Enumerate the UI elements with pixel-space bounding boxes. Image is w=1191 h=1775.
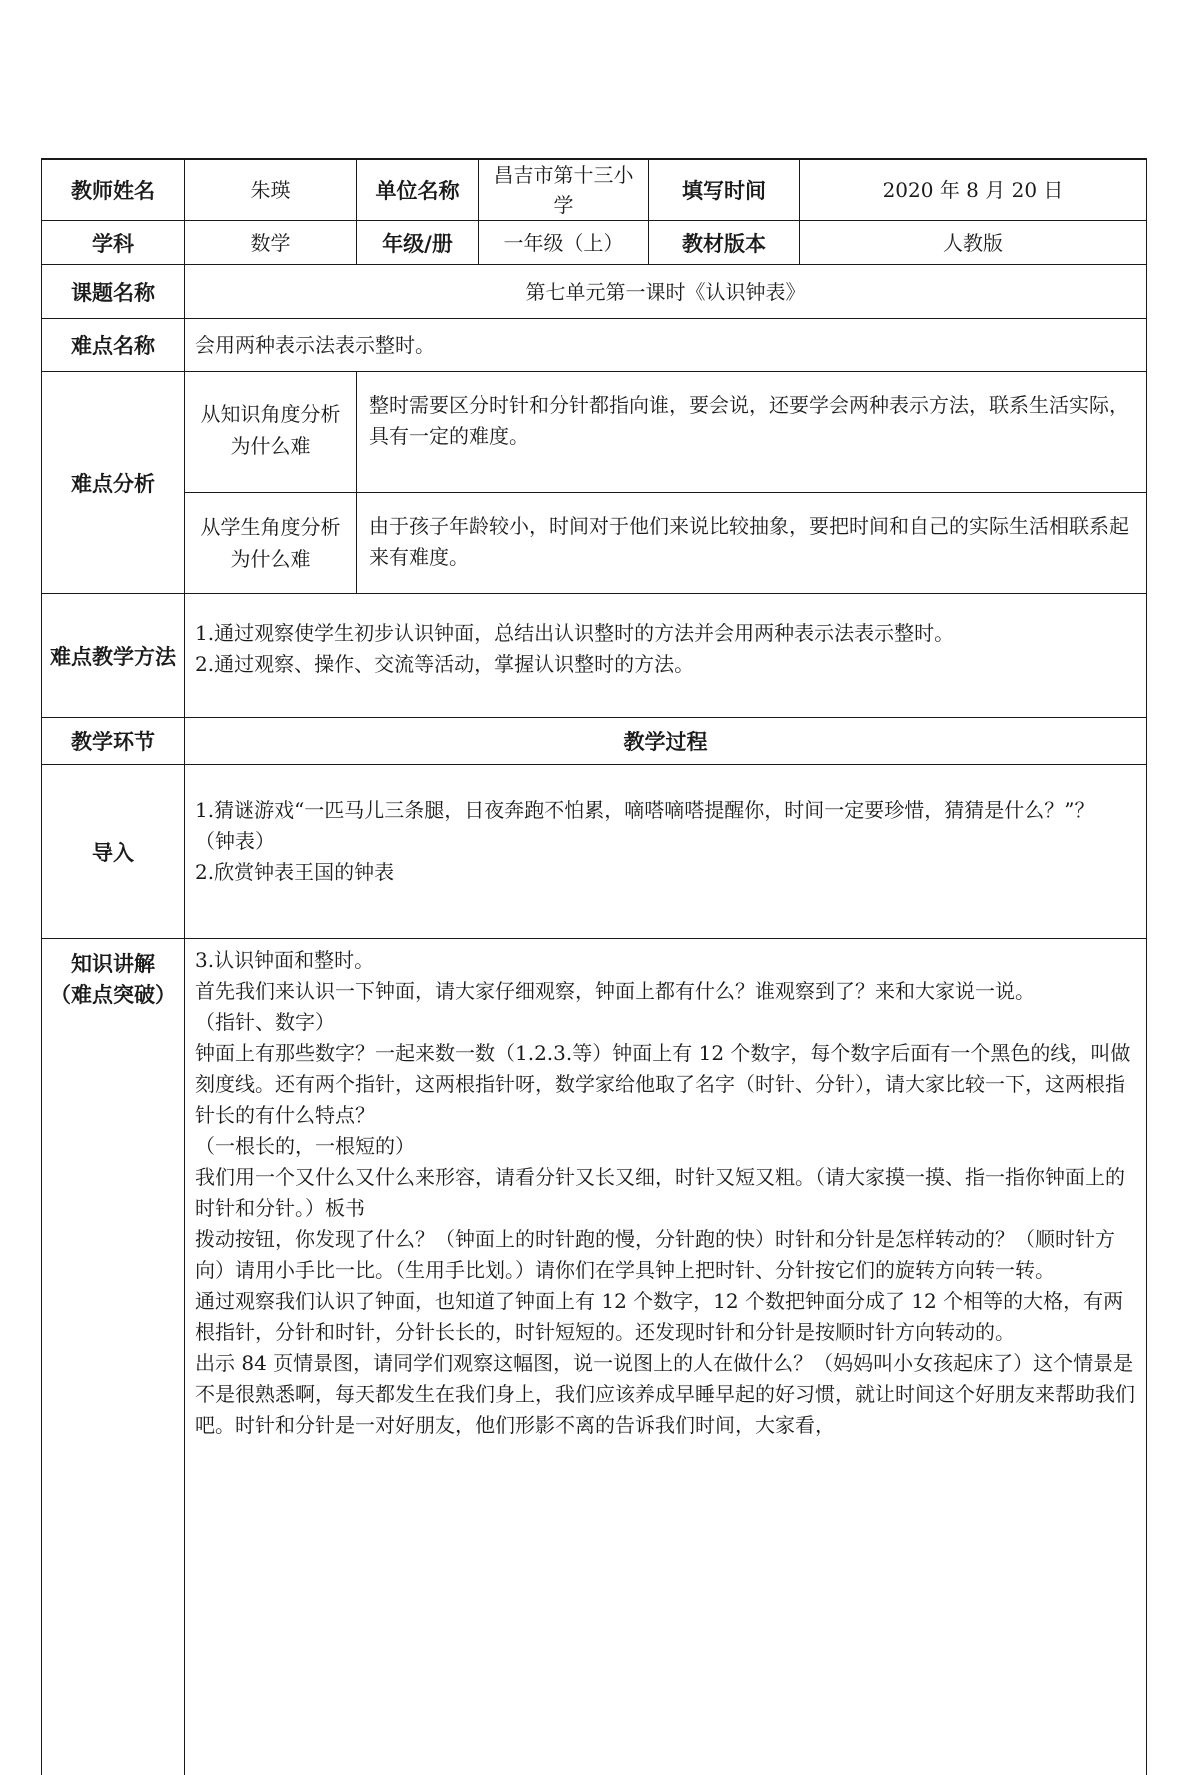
knowledge-angle-text: 整时需要区分时针和分针都指向谁，要会说，还要学会两种表示方法，联系生活实际，具有一定的难度。 <box>357 372 1147 493</box>
analysis-knowledge-row <box>42 372 1147 493</box>
knowledge-angle-label <box>185 372 357 493</box>
knowledge-paragraph: 出示 84 页情景图，请同学们观察这幅图，说一说图上的人在做什么？（妈妈叫小女孩起床了）这个情景是不是很熟悉啊，每天都发生在我们身上，我们应该养成早睡早起的好习惯，就让时间这个好朋友来帮助我们吧。时针和分针是一对好朋友，他们形影不离的告诉我们时间，大家看， <box>195 1351 1135 1437</box>
topic-value: 第七单元第一课时《认识钟表》 <box>185 265 1147 319</box>
unit-label: 单位名称 <box>357 159 479 221</box>
grade-label: 年级/册 <box>357 221 479 265</box>
difficulty-label: 难点名称 <box>42 319 185 372</box>
difficulty-row <box>42 319 1147 372</box>
analysis-student-row <box>42 493 1147 594</box>
fill-time-label: 填写时间 <box>649 159 800 221</box>
knowledge-angle-line-2: 为什么难 <box>230 434 311 458</box>
intro-line-2: （钟表） <box>195 829 275 853</box>
intro-line-3: 2.欣赏钟表王国的钟表 <box>195 860 395 884</box>
knowledge-paragraph: （指针、数字） <box>195 1010 335 1034</box>
knowledge-angle-line-1: 从知识角度分析 <box>200 402 341 426</box>
knowledge-paragraph: 首先我们来认识一下钟面，请大家仔细观察，钟面上都有什么？谁观察到了？来和大家说一说。 <box>195 979 1035 1003</box>
knowledge-paragraph: 通过观察我们认识了钟面，也知道了钟面上有 12 个数字，12 个数把钟面分成了 12 个相等的大格，有两根指针，分针和时针，分针长长的，时针短短的。还发现时针和分针是按顺时针方向转动的。 <box>195 1289 1124 1344</box>
lesson-plan-document <box>41 158 1146 1670</box>
knowledge-label-line-1: 知识讲解 <box>71 952 155 976</box>
lesson-plan-table <box>41 158 1147 1775</box>
student-angle-label <box>185 493 357 594</box>
knowledge-label <box>42 939 185 1775</box>
intro-label: 导入 <box>42 765 185 939</box>
edition-value: 人教版 <box>800 221 1147 265</box>
student-angle-line-1: 从学生角度分析 <box>200 515 341 539</box>
header-row-1 <box>42 159 1147 221</box>
knowledge-paragraph: 3.认识钟面和整时。 <box>195 948 375 972</box>
method-row <box>42 594 1147 718</box>
intro-content <box>185 765 1147 939</box>
method-label: 难点教学方法 <box>42 594 185 718</box>
intro-row <box>42 765 1147 939</box>
analysis-label: 难点分析 <box>42 372 185 594</box>
method-content <box>185 594 1147 718</box>
subject-value: 数学 <box>185 221 357 265</box>
process-header-row <box>42 718 1147 765</box>
difficulty-value: 会用两种表示法表示整时。 <box>185 319 1147 372</box>
teacher-value: 朱瑛 <box>185 159 357 221</box>
subject-label: 学科 <box>42 221 185 265</box>
student-angle-line-2: 为什么难 <box>230 547 311 571</box>
process-content-header: 教学过程 <box>185 718 1147 765</box>
process-stage-header: 教学环节 <box>42 718 185 765</box>
knowledge-row <box>42 939 1147 1775</box>
student-angle-text: 由于孩子年龄较小，时间对于他们来说比较抽象，要把时间和自己的实际生活相联系起来有难度。 <box>357 493 1147 594</box>
knowledge-paragraph: （一根长的，一根短的） <box>195 1134 415 1158</box>
topic-label: 课题名称 <box>42 265 185 319</box>
grade-value: 一年级（上） <box>479 221 649 265</box>
teacher-label: 教师姓名 <box>42 159 185 221</box>
unit-value: 昌吉市第十三小学 <box>479 159 649 221</box>
fill-time-value: 2020 年 8 月 20 日 <box>800 159 1147 221</box>
knowledge-paragraph: 钟面上有那些数字？一起来数一数（1.2.3.等）钟面上有 12 个数字，每个数字后面有一个黑色的线，叫做刻度线。还有两个指针，这两根指针呀，数学家给他取了名字（时针、分针），请大家比较一下，这两根指针长的有什么特点？ <box>195 1041 1131 1127</box>
knowledge-label-line-2: （难点突破） <box>50 983 176 1007</box>
knowledge-content <box>185 939 1147 1775</box>
topic-row <box>42 265 1147 319</box>
edition-label: 教材版本 <box>649 221 800 265</box>
intro-line-1: 1.猜谜游戏“一匹马儿三条腿，日夜奔跑不怕累，嘀嗒嘀嗒提醒你，时间一定要珍惜，猜猜是什么？”？ <box>195 798 1095 822</box>
method-line-1: 1.通过观察使学生初步认识钟面，总结出认识整时的方法并会用两种表示法表示整时。 <box>195 621 955 645</box>
knowledge-paragraph: 我们用一个又什么又什么来形容，请看分针又长又细，时针又短又粗。（请大家摸一摸、指一指你钟面上的时针和分针。）板书 <box>195 1165 1125 1220</box>
knowledge-paragraph: 拨动按钮，你发现了什么？（钟面上的时针跑的慢，分针跑的快）时针和分针是怎样转动的？（顺时针方向）请用小手比一比。（生用手比划。）请你们在学具钟上把时针、分针按它们的旋转方向转一转。 <box>195 1227 1115 1282</box>
header-row-2 <box>42 221 1147 265</box>
method-line-2: 2.通过观察、操作、交流等活动，掌握认识整时的方法。 <box>195 652 695 676</box>
